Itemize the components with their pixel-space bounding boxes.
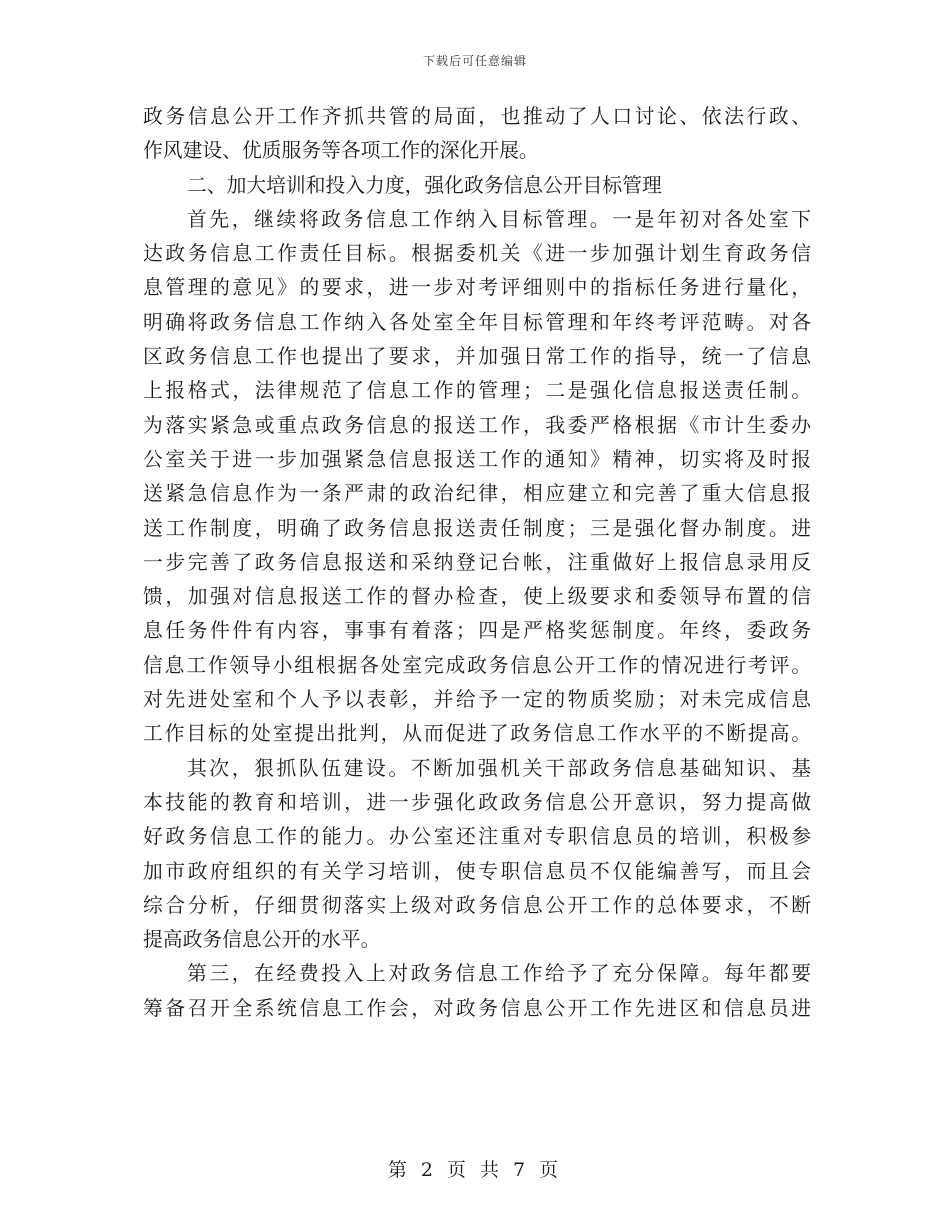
text-line: 送紧急信息作为一条严肃的政治纪律，相应建立和完善了重大信息报	[143, 482, 811, 506]
text-line: 送工作制度，明确了政务信息报送责任制度；三是强化督办制度。进	[143, 516, 811, 540]
text-line: 区政务信息工作也提出了要求，并加强日常工作的指导，统一了信息	[143, 345, 811, 369]
text-line: 综合分析，仔细贯彻落实上级对政务信息公开工作的总体要求，不断	[143, 893, 811, 917]
text-line: 明确将政务信息工作纳入各处室全年目标管理和年终考评范畴。对各	[143, 310, 811, 334]
text-line: 工作目标的处室提出批判，从而促进了政务信息工作水平的不断提高。	[143, 722, 811, 746]
header-note: 下载后可任意编辑	[422, 54, 527, 68]
text-line: 首先，继续将政务信息工作纳入目标管理。一是年初对各处室下	[187, 207, 811, 231]
page-number: 第 2 页 共 7 页	[387, 1159, 563, 1181]
text-line: 其次，狠抓队伍建设。不断加强机关干部政务信息基础知识、基	[187, 756, 811, 780]
text-line: 上报格式，法律规范了信息工作的管理；二是强化信息报送责任制。	[143, 379, 811, 403]
text-line: 一步完善了政务信息报送和采纳登记台帐，注重做好上报信息录用反	[143, 550, 811, 574]
text-line: 提高政务信息公开的水平。	[143, 928, 381, 952]
text-line: 本技能的教育和培训，进一步强化政政务信息公开意识，努力提高做	[143, 790, 811, 814]
document-body	[143, 100, 811, 1026]
text-line: 信息工作领导小组根据各处室完成政务信息公开工作的情况进行考评。	[143, 653, 811, 677]
text-line: 二、加大培训和投入力度，强化政务信息公开目标管理	[187, 173, 662, 197]
text-line: 对先进处室和个人予以表彰，并给予一定的物质奖励；对未完成信息	[143, 688, 811, 712]
text-line: 馈，加强对信息报送工作的督办检查，使上级要求和委领导布置的信	[143, 585, 811, 609]
text-line: 为落实紧急或重点政务信息的报送工作，我委严格根据《市计生委办	[143, 413, 811, 437]
text-line: 息管理的意见》的要求，进一步对考评细则中的指标任务进行量化，	[143, 276, 811, 300]
text-line: 第三，在经费投入上对政务信息工作给予了充分保障。每年都要	[187, 962, 811, 986]
text-line: 好政务信息工作的能力。办公室还注重对专职信息员的培训，积极参	[143, 825, 811, 849]
text-line: 达政务信息工作责任目标。根据委机关《进一步加强计划生育政务信	[143, 242, 811, 266]
text-line: 息任务件件有内容，事事有着落；四是严格奖惩制度。年终，委政务	[143, 619, 811, 643]
text-line: 加市政府组织的有关学习培训，使专职信息员不仅能编善写，而且会	[143, 859, 811, 883]
text-line: 筹备召开全系统信息工作会，对政务信息公开工作先进区和信息员进	[143, 996, 811, 1020]
text-line: 作风建设、优质服务等各项工作的深化开展。	[143, 139, 539, 163]
text-line: 公室关于进一步加强紧急信息报送工作的通知》精神，切实将及时报	[143, 447, 811, 471]
text-line: 政务信息公开工作齐抓共管的局面，也推动了人口讨论、依法行政、	[143, 105, 811, 128]
